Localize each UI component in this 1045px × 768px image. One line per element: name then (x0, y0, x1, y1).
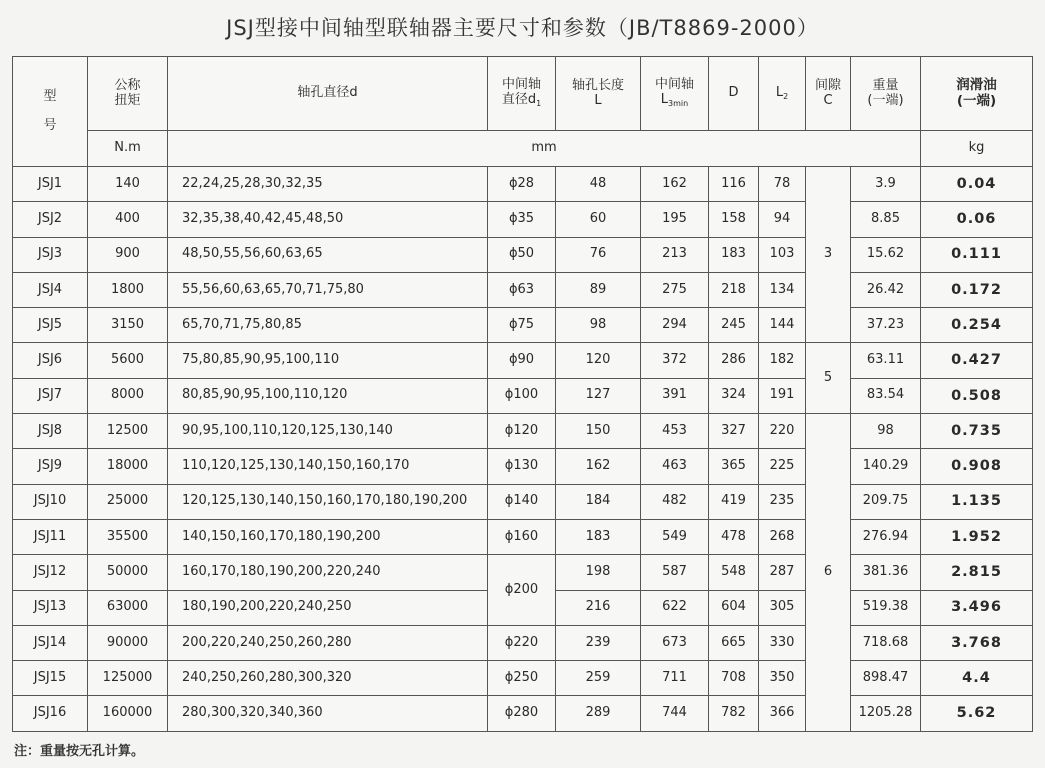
header-hole-length: 轴孔长度 L (556, 57, 641, 131)
weight-cell: 3.9 (851, 167, 921, 202)
weight-cell: 98 (851, 414, 921, 449)
bore-cell: 32,35,38,40,42,45,48,50 (168, 202, 488, 237)
torque-cell: 400 (88, 202, 168, 237)
torque-cell: 25000 (88, 484, 168, 519)
bore-cell: 48,50,55,56,60,63,65 (168, 237, 488, 272)
model-cell: JSJ5 (13, 308, 88, 343)
hole-length-cell: 216 (556, 590, 641, 625)
weight-cell: 718.68 (851, 625, 921, 660)
model-cell: JSJ7 (13, 378, 88, 413)
weight-cell: 898.47 (851, 661, 921, 696)
header-gap: 间隙 C (806, 57, 851, 131)
shaft-diameter-cell: ϕ35 (488, 202, 556, 237)
bore-cell: 110,120,125,130,140,150,160,170 (168, 449, 488, 484)
weight-cell: 83.54 (851, 378, 921, 413)
grease-cell: 0.111 (921, 237, 1033, 272)
bore-cell: 120,125,130,140,150,160,170,180,190,200 (168, 484, 488, 519)
grease-cell: 0.04 (921, 167, 1033, 202)
gap-cell: 6 (806, 414, 851, 732)
header-grease: 润滑油 (一端) (921, 57, 1033, 131)
model-cell: JSJ10 (13, 484, 88, 519)
D-cell: 327 (709, 414, 759, 449)
shaft-length-cell: 294 (641, 308, 709, 343)
weight-cell: 37.23 (851, 308, 921, 343)
hole-length-cell: 98 (556, 308, 641, 343)
shaft-length-cell: 463 (641, 449, 709, 484)
D-cell: 365 (709, 449, 759, 484)
D-cell: 183 (709, 237, 759, 272)
shaft-length-cell: 673 (641, 625, 709, 660)
D-cell: 116 (709, 167, 759, 202)
shaft-diameter-cell: ϕ50 (488, 237, 556, 272)
L2-cell: 305 (759, 590, 806, 625)
bore-cell: 160,170,180,190,200,220,240 (168, 555, 488, 590)
model-cell: JSJ2 (13, 202, 88, 237)
grease-cell: 0.172 (921, 272, 1033, 307)
spec-table (12, 56, 1033, 732)
table-row (13, 202, 1033, 237)
page-title: JSJ型接中间轴型联轴器主要尺寸和参数（JB/T8869-2000） (226, 16, 819, 40)
shaft-diameter-cell: ϕ250 (488, 661, 556, 696)
hole-length-cell: 76 (556, 237, 641, 272)
table-row (13, 661, 1033, 696)
shaft-diameter-cell: ϕ63 (488, 272, 556, 307)
weight-cell: 8.85 (851, 202, 921, 237)
grease-cell: 0.735 (921, 414, 1033, 449)
L2-cell: 350 (759, 661, 806, 696)
grease-cell: 1.952 (921, 519, 1033, 554)
grease-cell: 2.815 (921, 555, 1033, 590)
hole-length-cell: 60 (556, 202, 641, 237)
hole-length-cell: 198 (556, 555, 641, 590)
torque-cell: 3150 (88, 308, 168, 343)
units-row (13, 131, 1033, 167)
torque-cell: 18000 (88, 449, 168, 484)
grease-cell: 3.496 (921, 590, 1033, 625)
header-L2: $L_2$ (759, 57, 806, 131)
bore-cell: 90,95,100,110,120,125,130,140 (168, 414, 488, 449)
weight-cell: 26.42 (851, 272, 921, 307)
header-weight: 重量 (一端) (851, 57, 921, 131)
D-cell: 782 (709, 696, 759, 731)
table-row (13, 696, 1033, 731)
header-row (13, 57, 1033, 131)
D-cell: 708 (709, 661, 759, 696)
torque-cell: 8000 (88, 378, 168, 413)
model-cell: JSJ6 (13, 343, 88, 378)
bore-cell: 22,24,25,28,30,32,35 (168, 167, 488, 202)
model-cell: JSJ13 (13, 590, 88, 625)
shaft-length-cell: 622 (641, 590, 709, 625)
bore-cell: 180,190,200,220,240,250 (168, 590, 488, 625)
D-cell: 478 (709, 519, 759, 554)
weight-cell: 15.62 (851, 237, 921, 272)
L2-cell: 94 (759, 202, 806, 237)
model-cell: JSJ9 (13, 449, 88, 484)
shaft-diameter-cell: ϕ28 (488, 167, 556, 202)
model-cell: JSJ11 (13, 519, 88, 554)
table-row (13, 237, 1033, 272)
grease-cell: 1.135 (921, 484, 1033, 519)
table-row (13, 343, 1033, 378)
table-row (13, 414, 1033, 449)
header-model: 型 号 (13, 57, 88, 167)
table-row (13, 625, 1033, 660)
bore-cell: 240,250,260,280,300,320 (168, 661, 488, 696)
model-cell: JSJ12 (13, 555, 88, 590)
gap-cell: 5 (806, 343, 851, 414)
torque-cell: 90000 (88, 625, 168, 660)
bore-cell: 140,150,160,170,180,190,200 (168, 519, 488, 554)
shaft-diameter-cell: ϕ130 (488, 449, 556, 484)
shaft-diameter-cell: ϕ160 (488, 519, 556, 554)
torque-cell: 50000 (88, 555, 168, 590)
header-bore: 轴孔直径d (168, 57, 488, 131)
shaft-length-cell: 213 (641, 237, 709, 272)
L2-cell: 366 (759, 696, 806, 731)
shaft-diameter-cell: ϕ120 (488, 414, 556, 449)
bore-cell: 55,56,60,63,65,70,71,75,80 (168, 272, 488, 307)
shaft-diameter-cell: ϕ280 (488, 696, 556, 731)
weight-cell: 276.94 (851, 519, 921, 554)
grease-cell: 0.06 (921, 202, 1033, 237)
grease-cell: 3.768 (921, 625, 1033, 660)
shaft-length-cell: 744 (641, 696, 709, 731)
table-row (13, 378, 1033, 413)
bore-cell: 65,70,71,75,80,85 (168, 308, 488, 343)
D-cell: 665 (709, 625, 759, 660)
L2-cell: 134 (759, 272, 806, 307)
shaft-diameter-cell: ϕ200 (488, 555, 556, 626)
shaft-diameter-cell: ϕ90 (488, 343, 556, 378)
torque-cell: 125000 (88, 661, 168, 696)
unit-torque: N.m (88, 131, 168, 167)
model-cell: JSJ15 (13, 661, 88, 696)
hole-length-cell: 183 (556, 519, 641, 554)
torque-cell: 1800 (88, 272, 168, 307)
bore-cell: 280,300,320,340,360 (168, 696, 488, 731)
model-cell: JSJ1 (13, 167, 88, 202)
shaft-length-cell: 549 (641, 519, 709, 554)
L2-cell: 78 (759, 167, 806, 202)
table-row (13, 484, 1033, 519)
gap-cell: 3 (806, 167, 851, 343)
L2-cell: 235 (759, 484, 806, 519)
model-cell: JSJ4 (13, 272, 88, 307)
bore-cell: 80,85,90,95,100,110,120 (168, 378, 488, 413)
shaft-length-cell: 711 (641, 661, 709, 696)
hole-length-cell: 89 (556, 272, 641, 307)
shaft-length-cell: 275 (641, 272, 709, 307)
table-row (13, 167, 1033, 202)
D-cell: 419 (709, 484, 759, 519)
L2-cell: 268 (759, 519, 806, 554)
weight-cell: 519.38 (851, 590, 921, 625)
table-row (13, 272, 1033, 307)
L2-cell: 225 (759, 449, 806, 484)
shaft-diameter-cell: ϕ220 (488, 625, 556, 660)
L2-cell: 191 (759, 378, 806, 413)
shaft-length-cell: 162 (641, 167, 709, 202)
hole-length-cell: 48 (556, 167, 641, 202)
bore-cell: 75,80,85,90,95,100,110 (168, 343, 488, 378)
grease-cell: 0.427 (921, 343, 1033, 378)
L2-cell: 103 (759, 237, 806, 272)
D-cell: 218 (709, 272, 759, 307)
D-cell: 245 (709, 308, 759, 343)
shaft-length-cell: 587 (641, 555, 709, 590)
grease-cell: 0.508 (921, 378, 1033, 413)
model-cell: JSJ8 (13, 414, 88, 449)
unit-kg: kg (921, 131, 1033, 167)
shaft-length-cell: 453 (641, 414, 709, 449)
weight-cell: 1205.28 (851, 696, 921, 731)
shaft-diameter-cell: ϕ75 (488, 308, 556, 343)
model-cell: JSJ16 (13, 696, 88, 731)
model-cell: JSJ14 (13, 625, 88, 660)
torque-cell: 12500 (88, 414, 168, 449)
bore-cell: 200,220,240,250,260,280 (168, 625, 488, 660)
table-row (13, 519, 1033, 554)
weight-cell: 209.75 (851, 484, 921, 519)
shaft-length-cell: 482 (641, 484, 709, 519)
table-row (13, 308, 1033, 343)
hole-length-cell: 184 (556, 484, 641, 519)
grease-cell: 0.254 (921, 308, 1033, 343)
torque-cell: 63000 (88, 590, 168, 625)
hole-length-cell: 127 (556, 378, 641, 413)
L2-cell: 144 (759, 308, 806, 343)
D-cell: 548 (709, 555, 759, 590)
hole-length-cell: 259 (556, 661, 641, 696)
torque-cell: 140 (88, 167, 168, 202)
weight-cell: 381.36 (851, 555, 921, 590)
table-row (13, 555, 1033, 590)
footnote: 注：重量按无孔计算。 (14, 744, 145, 759)
torque-cell: 5600 (88, 343, 168, 378)
hole-length-cell: 162 (556, 449, 641, 484)
D-cell: 286 (709, 343, 759, 378)
hole-length-cell: 239 (556, 625, 641, 660)
L2-cell: 182 (759, 343, 806, 378)
hole-length-cell: 150 (556, 414, 641, 449)
D-cell: 324 (709, 378, 759, 413)
shaft-length-cell: 372 (641, 343, 709, 378)
weight-cell: 63.11 (851, 343, 921, 378)
torque-cell: 900 (88, 237, 168, 272)
header-shaft-diameter: 中间轴 直径$d_1$ (488, 57, 556, 131)
weight-cell: 140.29 (851, 449, 921, 484)
grease-cell: 4.4 (921, 661, 1033, 696)
torque-cell: 160000 (88, 696, 168, 731)
shaft-length-cell: 195 (641, 202, 709, 237)
hole-length-cell: 120 (556, 343, 641, 378)
shaft-length-cell: 391 (641, 378, 709, 413)
L2-cell: 287 (759, 555, 806, 590)
D-cell: 158 (709, 202, 759, 237)
table-row (13, 449, 1033, 484)
L2-cell: 220 (759, 414, 806, 449)
shaft-diameter-cell: ϕ140 (488, 484, 556, 519)
header-shaft-length: 中间轴 $L_{3min}$ (641, 57, 709, 131)
L2-cell: 330 (759, 625, 806, 660)
model-cell: JSJ3 (13, 237, 88, 272)
grease-cell: 0.908 (921, 449, 1033, 484)
grease-cell: 5.62 (921, 696, 1033, 731)
torque-cell: 35500 (88, 519, 168, 554)
hole-length-cell: 289 (556, 696, 641, 731)
unit-mm: mm (168, 131, 921, 167)
D-cell: 604 (709, 590, 759, 625)
header-torque: 公称 扭矩 (88, 57, 168, 131)
header-D: D (709, 57, 759, 131)
shaft-diameter-cell: ϕ100 (488, 378, 556, 413)
